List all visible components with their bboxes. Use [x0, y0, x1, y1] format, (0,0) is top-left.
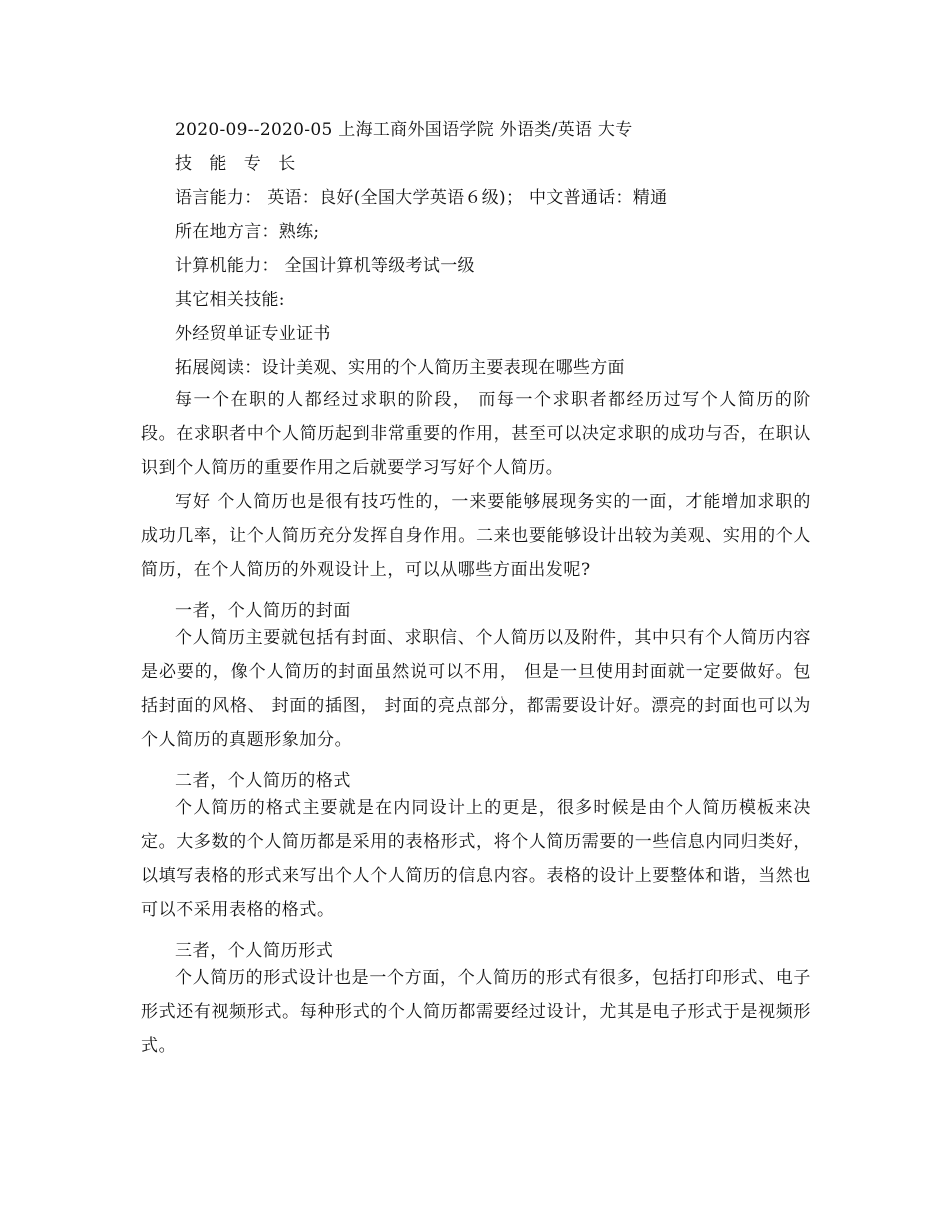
- paragraph-intro: 每一个在职的人都经过求职的阶段， 而每一个求职者都经历过写个人简历的阶段。在求职者中个人简历起到非常重要的作用，甚至可以决定求职的成功与否，在职认识到个人简历的重要作用之后就要学习写好个人简历。: [141, 390, 811, 478]
- section-cover-body: 个人简历主要就包括有封面、求职信、个人简历以及附件，其中只有个人简历内容是必要的，像个人简历的封面虽然说可以不用， 但是一旦使用封面就一定要做好。包括封面的风格、 封面的插图， 封面的亮点部分，都需要设计好。漂亮的封面也可以为个人简历的真题形象加分。: [141, 628, 811, 750]
- section-cover-title: 一者，个人简历的封面: [175, 601, 351, 621]
- skills-heading: 技 能 专 长: [175, 154, 302, 174]
- other-skills-line: 其它相关技能:: [175, 290, 285, 310]
- section-format-body: 个人简历的格式主要就是在内同设计上的更是，很多时候是由个人简历模板来决定。大多数的个人简历都是采用的表格形式，将个人简历需要的一些信息内同归类好，以填写表格的形式来写出个人个人简历的信息内容。表格的设计上要整体和谐，当然也可以不采用表格的格式。: [141, 798, 811, 920]
- section-form-body: 个人简历的形式设计也是一个方面，个人简历的形式有很多，包括打印形式、电子形式还有视频形式。每种形式的个人简历都需要经过设计，尤其是电子形式于是视频形式。: [141, 968, 811, 1056]
- section-format-title: 二者，个人简历的格式: [175, 771, 351, 791]
- computer-ability-line: 计算机能力： 全国计算机等级考试一级: [175, 256, 475, 276]
- certificate-line: 外经贸单证专业证书: [175, 324, 331, 344]
- language-ability-line: 语言能力： 英语：良好(全国大学英语６级)； 中文普通话：精通: [175, 188, 668, 208]
- paragraph-skills: 写好 个人简历也是很有技巧性的，一来要能够展现务实的一面，才能增加求职的成功几率，让个人简历充分发挥自身作用。二来也要能够设计出较为美观、实用的个人简历，在个人简历的外观设计上，可以从哪些方面出发呢?: [141, 492, 811, 580]
- extended-reading-title: 拓展阅读：设计美观、实用的个人简历主要表现在哪些方面: [175, 358, 625, 378]
- dialect-line: 所在地方言：熟练;: [175, 222, 320, 242]
- section-form-title: 三者，个人简历形式: [175, 941, 334, 961]
- education-line: 2020-09--2020-05 上海工商外国语学院 外语类/英语 大专: [175, 120, 633, 140]
